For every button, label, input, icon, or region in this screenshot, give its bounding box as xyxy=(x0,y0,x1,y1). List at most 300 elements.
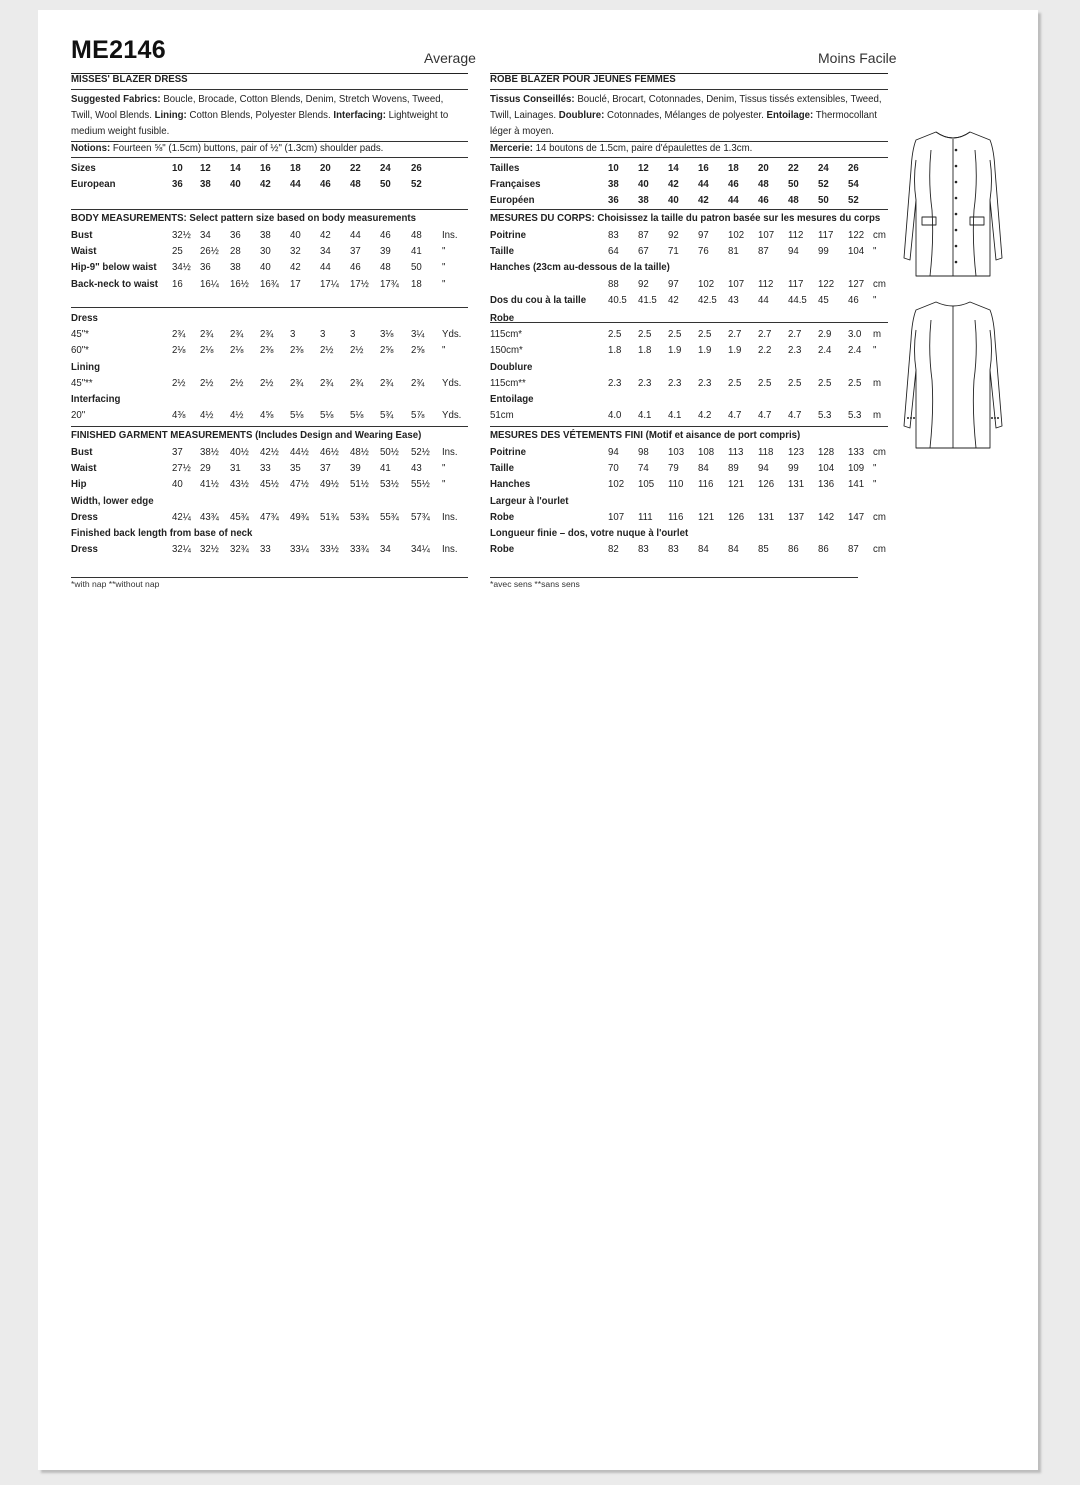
table-cell: 26½ xyxy=(200,245,219,258)
table-cell: 2.4 xyxy=(818,344,832,357)
table-cell: 36 xyxy=(200,261,211,274)
table-cell: 34 xyxy=(320,245,331,258)
table-cell: 39 xyxy=(350,462,361,475)
table-cell: 51½ xyxy=(350,478,369,491)
table-cell: 110 xyxy=(668,478,684,491)
table-cell: 2.7 xyxy=(788,328,802,341)
table-cell: 53¾ xyxy=(350,510,369,523)
table-cell: 1.9 xyxy=(728,344,742,357)
table-cell: 42 xyxy=(668,293,679,306)
table-cell: 44.5 xyxy=(788,293,807,306)
table-cell: 41 xyxy=(411,245,422,258)
row-label: Dress xyxy=(71,312,98,324)
table-cell: 2.5 xyxy=(818,376,832,389)
table-cell: 83 xyxy=(638,543,649,556)
table-cell: 4.7 xyxy=(728,409,742,422)
pattern-sheet xyxy=(38,10,1038,1470)
body-heading-fr: MESURES DU CORPS: Choisissez la taille du patron basée sur les mesures du corps xyxy=(490,212,881,224)
table-cell: 112 xyxy=(788,229,804,241)
table-cell: 40 xyxy=(638,178,649,191)
table-row xyxy=(38,176,1038,192)
table-cell: 48 xyxy=(350,178,361,191)
table-cell: 34½ xyxy=(172,261,191,274)
unit-label: cm xyxy=(873,510,886,523)
table-cell: 2½ xyxy=(200,376,214,389)
table-cell: 52 xyxy=(818,178,829,191)
table-cell: 17 xyxy=(290,277,301,290)
table-cell: 49¾ xyxy=(290,510,309,523)
table-row xyxy=(38,243,1038,259)
unit-label: cm xyxy=(873,543,886,556)
table-cell: 3.0 xyxy=(848,328,862,341)
table-cell: 5⅛ xyxy=(320,409,334,422)
table-cell: 45 xyxy=(818,293,829,306)
divider xyxy=(71,426,468,427)
pattern-code: ME2146 xyxy=(71,36,166,64)
table-cell: 44 xyxy=(350,229,361,241)
table-cell: 38 xyxy=(260,229,271,241)
table-cell: 4.0 xyxy=(608,409,622,422)
table-cell: 2¾ xyxy=(320,376,334,389)
table-cell: 40 xyxy=(230,178,241,191)
table-cell: 47½ xyxy=(290,478,309,491)
table-cell: 43 xyxy=(411,462,422,475)
table-cell: 2.3 xyxy=(788,344,802,357)
table-cell: 98 xyxy=(638,446,649,458)
row-label: 150cm* xyxy=(490,344,523,357)
table-cell: 24 xyxy=(380,162,391,174)
table-cell: 4.7 xyxy=(788,409,802,422)
row-label: Françaises xyxy=(490,178,541,191)
finished-heading-en: FINISHED GARMENT MEASUREMENTS (Includes Design and Wearing Ease) xyxy=(71,429,422,441)
table-cell: 74 xyxy=(638,462,649,475)
table-cell: 2½ xyxy=(172,376,186,389)
table-cell: 32¾ xyxy=(230,543,249,556)
table-cell: 44 xyxy=(758,293,769,306)
unit-label: " xyxy=(442,261,446,274)
table-cell: 53½ xyxy=(380,478,399,491)
table-cell: 5¾ xyxy=(380,409,394,422)
row-label: 115cm** xyxy=(490,376,526,389)
table-cell: 141 xyxy=(848,478,865,491)
table-cell: 111 xyxy=(638,510,653,523)
table-cell: 89 xyxy=(728,462,739,475)
table-cell: 18 xyxy=(290,162,301,174)
body-heading-en: BODY MEASUREMENTS: Select pattern size based on body measurements xyxy=(71,212,416,224)
table-row xyxy=(38,407,1038,423)
unit-label: m xyxy=(873,328,882,341)
table-cell: 2.3 xyxy=(608,376,622,389)
table-row xyxy=(38,292,1038,308)
table-cell: 5.3 xyxy=(818,409,832,422)
unit-label: Ins. xyxy=(442,446,458,458)
table-cell: 40.5 xyxy=(608,293,627,306)
table-cell: 26 xyxy=(411,162,422,174)
table-cell: 1.8 xyxy=(638,344,652,357)
row-label: Waist xyxy=(71,462,97,475)
table-cell: 17½ xyxy=(350,277,369,290)
table-cell: 33 xyxy=(260,543,271,556)
table-cell: 112 xyxy=(758,277,774,290)
dress-back-illustration xyxy=(898,300,1008,452)
table-cell: 4½ xyxy=(200,409,214,422)
table-cell: 55½ xyxy=(411,478,430,491)
table-cell: 2.5 xyxy=(608,328,622,341)
table-cell: 97 xyxy=(668,277,679,290)
table-cell: 35 xyxy=(290,462,301,475)
fabrics-en: Suggested Fabrics: Boucle, Brocade, Cotton Blends, Denim, Stretch Wovens, Tweed, Twill, Wool Blends. Lining: Cotton Blends, Polyester Blends. Interfacing: Lightweight to medium weight fusible. xyxy=(71,93,449,137)
notions-en: Notions: Fourteen ⅝" (1.5cm) buttons, pair of ½" (1.3cm) shoulder pads. xyxy=(71,142,384,154)
unit-label: " xyxy=(873,462,877,475)
table-row xyxy=(38,160,1038,176)
table-cell: 38 xyxy=(638,194,649,207)
table-cell: 76 xyxy=(698,245,709,258)
table-cell: 42 xyxy=(668,178,679,191)
table-row xyxy=(38,227,1038,243)
table-cell: 12 xyxy=(200,162,211,174)
table-cell: 94 xyxy=(788,245,799,258)
table-cell: 18 xyxy=(411,277,422,290)
divider xyxy=(71,209,468,210)
table-cell: 5⅛ xyxy=(290,409,304,422)
table-cell: 5.3 xyxy=(848,409,862,422)
table-cell: 50 xyxy=(411,261,422,274)
finished-heading-fr: MESURES DES VÉTEMENTS FINI (Motif et aisance de port compris) xyxy=(490,429,801,441)
table-cell: 52 xyxy=(411,178,422,191)
table-cell: 4⅜ xyxy=(172,409,186,422)
table-cell: 41.5 xyxy=(638,293,657,306)
table-cell: 54 xyxy=(848,178,859,191)
table-cell: 42 xyxy=(320,229,331,241)
row-label: Robe xyxy=(490,543,515,556)
table-cell: 17¼ xyxy=(320,277,339,290)
row-label: 45"** xyxy=(71,376,93,389)
table-cell: 84 xyxy=(728,543,739,556)
divider xyxy=(490,89,888,90)
table-cell: 32½ xyxy=(172,229,191,241)
unit-label: " xyxy=(873,344,877,357)
table-cell: 48 xyxy=(788,194,799,207)
table-cell: 33½ xyxy=(320,543,339,556)
divider xyxy=(490,577,858,578)
unit-label: " xyxy=(442,344,446,357)
row-label: Taille xyxy=(490,462,514,475)
table-cell: 32¼ xyxy=(172,543,191,556)
table-cell: 92 xyxy=(668,229,679,241)
table-cell: 36 xyxy=(172,178,183,191)
table-cell: 94 xyxy=(758,462,769,475)
table-cell: 48 xyxy=(411,229,422,241)
row-label: Dress xyxy=(71,543,98,556)
table-cell: 40 xyxy=(172,478,183,491)
table-cell: 109 xyxy=(848,462,865,475)
row-label: Poitrine xyxy=(490,446,526,458)
table-cell: 108 xyxy=(698,446,715,458)
table-cell: 86 xyxy=(818,543,829,556)
row-label: European xyxy=(71,178,116,191)
table-cell: 42½ xyxy=(260,446,279,458)
table-cell: 79 xyxy=(668,462,679,475)
unit-label: " xyxy=(442,277,446,290)
table-cell: 31 xyxy=(230,462,241,475)
table-cell: 3¼ xyxy=(411,328,425,341)
table-cell: 10 xyxy=(172,162,183,174)
row-label: Bust xyxy=(71,229,93,241)
table-cell: 29 xyxy=(200,462,211,475)
table-cell: 4.2 xyxy=(698,409,712,422)
table-cell: 2.9 xyxy=(818,328,832,341)
table-row xyxy=(38,342,1038,358)
table-cell: 43 xyxy=(728,293,739,306)
table-cell: 3 xyxy=(320,328,326,341)
table-subheading xyxy=(38,493,1038,509)
table-cell: 2⅛ xyxy=(172,344,186,357)
unit-label: " xyxy=(873,245,877,258)
row-label: Lining xyxy=(71,360,100,373)
table-cell: 123 xyxy=(788,446,805,458)
table-cell: 2¾ xyxy=(230,328,244,341)
table-cell: 2.5 xyxy=(788,376,802,389)
footnote-en: *with nap **without nap xyxy=(71,579,160,589)
table-cell: 49½ xyxy=(320,478,339,491)
table-cell: 128 xyxy=(818,446,835,458)
table-cell: 12 xyxy=(638,162,649,174)
table-cell: 126 xyxy=(758,478,775,491)
table-cell: 2⅜ xyxy=(290,344,304,357)
row-label: Sizes xyxy=(71,162,96,174)
table-cell: 2½ xyxy=(350,344,364,357)
table-cell: 2¾ xyxy=(290,376,304,389)
table-cell: 86 xyxy=(788,543,799,556)
difficulty-en: Average xyxy=(424,50,476,66)
table-cell: 2⅝ xyxy=(380,344,394,357)
unit-label: " xyxy=(873,478,877,491)
table-cell: 104 xyxy=(818,462,835,475)
table-row xyxy=(38,326,1038,342)
divider xyxy=(71,89,468,90)
table-cell: 117 xyxy=(788,277,804,290)
table-cell: 46 xyxy=(848,293,859,306)
table-cell: 52½ xyxy=(411,446,430,458)
table-cell: 28 xyxy=(230,245,241,258)
table-cell: 55¾ xyxy=(380,510,399,523)
table-cell: 147 xyxy=(848,510,865,523)
table-cell: 2¾ xyxy=(380,376,394,389)
table-cell: 48½ xyxy=(350,446,369,458)
row-label: 20" xyxy=(71,409,86,422)
unit-label: " xyxy=(442,245,446,258)
table-cell: 105 xyxy=(638,478,655,491)
table-cell: 46 xyxy=(320,178,331,191)
table-cell: 42 xyxy=(698,194,709,207)
table-cell: 2.7 xyxy=(758,328,772,341)
table-cell: 44 xyxy=(320,261,331,274)
table-cell: 4.7 xyxy=(758,409,772,422)
row-label: 115cm* xyxy=(490,328,523,341)
table-cell: 64 xyxy=(608,245,619,258)
table-subheading xyxy=(38,391,1038,407)
table-cell: 57¾ xyxy=(411,510,430,523)
table-cell: 122 xyxy=(848,229,865,241)
row-label: Hanches xyxy=(490,478,531,491)
table-cell: 121 xyxy=(728,478,745,491)
table-cell: 14 xyxy=(230,162,241,174)
table-cell: 102 xyxy=(698,277,715,290)
table-cell: 2¾ xyxy=(200,328,214,341)
table-cell: 40 xyxy=(290,229,301,241)
divider xyxy=(490,209,888,210)
table-cell: 133 xyxy=(848,446,865,458)
table-cell: 2.3 xyxy=(698,376,712,389)
table-cell: 3⅛ xyxy=(380,328,394,341)
table-cell: 32½ xyxy=(200,543,219,556)
table-cell: 3 xyxy=(350,328,356,341)
table-cell: 67 xyxy=(638,245,649,258)
unit-label: " xyxy=(442,478,446,491)
unit-label: Yds. xyxy=(442,409,462,422)
table-cell: 16 xyxy=(172,277,183,290)
table-cell: 46 xyxy=(758,194,769,207)
table-cell: 46 xyxy=(350,261,361,274)
table-cell: 41½ xyxy=(200,478,219,491)
row-label: Hanches (23cm au-dessous de la taille) xyxy=(490,261,670,274)
table-cell: 2¾ xyxy=(172,328,186,341)
table-cell: 102 xyxy=(608,478,625,491)
table-cell: 2.5 xyxy=(668,328,682,341)
table-cell: 17¾ xyxy=(380,277,399,290)
unit-label: Ins. xyxy=(442,510,458,523)
table-cell: 83 xyxy=(668,543,679,556)
table-cell: 46 xyxy=(380,229,391,241)
table-cell: 97 xyxy=(698,229,709,241)
table-cell: 30 xyxy=(260,245,271,258)
table-cell: 48 xyxy=(758,178,769,191)
dress-front-illustration xyxy=(898,130,1008,280)
table-cell: 50 xyxy=(818,194,829,207)
table-cell: 142 xyxy=(818,510,835,523)
table-cell: 42 xyxy=(290,261,301,274)
table-cell: 2⅝ xyxy=(411,344,425,357)
table-cell: 50 xyxy=(380,178,391,191)
table-cell: 87 xyxy=(638,229,649,241)
table-subheading xyxy=(38,310,1038,326)
table-cell: 32 xyxy=(290,245,301,258)
row-label: Robe xyxy=(490,510,515,523)
table-cell: 37 xyxy=(350,245,361,258)
table-cell: 33 xyxy=(260,462,271,475)
unit-label: " xyxy=(442,462,446,475)
table-cell: 1.9 xyxy=(668,344,682,357)
unit-label: Yds. xyxy=(442,328,462,341)
table-row xyxy=(38,276,1038,292)
unit-label: " xyxy=(873,293,877,306)
table-cell: 16¾ xyxy=(260,277,279,290)
table-cell: 18 xyxy=(728,162,739,174)
table-cell: 92 xyxy=(638,277,649,290)
table-cell: 85 xyxy=(758,543,769,556)
table-row xyxy=(38,444,1038,460)
table-cell: 131 xyxy=(758,510,775,523)
table-cell: 107 xyxy=(608,510,625,523)
divider xyxy=(71,157,468,158)
table-cell: 88 xyxy=(608,277,619,290)
table-row xyxy=(38,541,1038,557)
table-cell: 4.1 xyxy=(638,409,652,422)
table-subheading xyxy=(38,359,1038,375)
table-cell: 52 xyxy=(848,194,859,207)
table-cell: 39 xyxy=(380,245,391,258)
row-label: Poitrine xyxy=(490,229,526,241)
footnote-fr: *avec sens **sans sens xyxy=(490,579,580,589)
table-cell: 2.5 xyxy=(698,328,712,341)
table-cell: 45¾ xyxy=(230,510,249,523)
table-cell: 10 xyxy=(608,162,619,174)
table-cell: 5⅞ xyxy=(411,409,425,422)
divider xyxy=(490,157,888,158)
table-cell: 136 xyxy=(818,478,835,491)
table-cell: 2.2 xyxy=(758,344,772,357)
table-cell: 99 xyxy=(788,462,799,475)
table-cell: 14 xyxy=(668,162,679,174)
table-cell: 2.3 xyxy=(638,376,652,389)
row-label: Bust xyxy=(71,446,93,458)
row-label: Largeur à l'ourlet xyxy=(490,494,569,507)
table-cell: 82 xyxy=(608,543,619,556)
unit-label: Yds. xyxy=(442,376,462,389)
row-label: Interfacing xyxy=(71,393,121,405)
row-label: Dress xyxy=(71,510,98,523)
table-cell: 27½ xyxy=(172,462,191,475)
table-cell: 2.5 xyxy=(758,376,772,389)
unit-label: cm xyxy=(873,229,886,241)
table-cell: 3 xyxy=(290,328,296,341)
table-cell: 2⅛ xyxy=(200,344,214,357)
table-subheading xyxy=(38,259,1038,275)
table-cell: 42.5 xyxy=(698,293,717,306)
table-cell: 84 xyxy=(698,462,709,475)
row-label: Européen xyxy=(490,194,535,207)
table-cell: 2⅜ xyxy=(260,344,274,357)
table-row xyxy=(38,476,1038,492)
unit-label: Ins. xyxy=(442,229,458,241)
table-cell: 117 xyxy=(818,229,834,241)
row-label: 45"* xyxy=(71,328,89,341)
table-cell: 43¾ xyxy=(200,510,219,523)
table-cell: 37 xyxy=(172,446,183,458)
difficulty-fr: Moins Facile xyxy=(818,50,897,66)
table-cell: 99 xyxy=(818,245,829,258)
table-cell: 2.5 xyxy=(848,376,862,389)
row-label: Waist xyxy=(71,245,97,258)
unit-label: cm xyxy=(873,277,886,290)
table-cell: 102 xyxy=(728,229,745,241)
table-cell: 2.5 xyxy=(638,328,652,341)
unit-label: m xyxy=(873,409,882,422)
table-cell: 16 xyxy=(260,162,271,174)
table-cell: 113 xyxy=(728,446,744,458)
row-label: Back-neck to waist xyxy=(71,277,158,290)
table-cell: 16½ xyxy=(230,277,249,290)
row-label: Hip-9" below waist xyxy=(71,261,157,274)
table-cell: 122 xyxy=(818,277,835,290)
table-cell: 2½ xyxy=(320,344,334,357)
row-label: Dos du cou à la taille xyxy=(490,293,587,306)
table-cell: 36 xyxy=(230,229,241,241)
unit-label: m xyxy=(873,376,882,389)
table-cell: 2.3 xyxy=(668,376,682,389)
table-cell: 83 xyxy=(608,229,619,241)
table-cell: 2.7 xyxy=(728,328,742,341)
